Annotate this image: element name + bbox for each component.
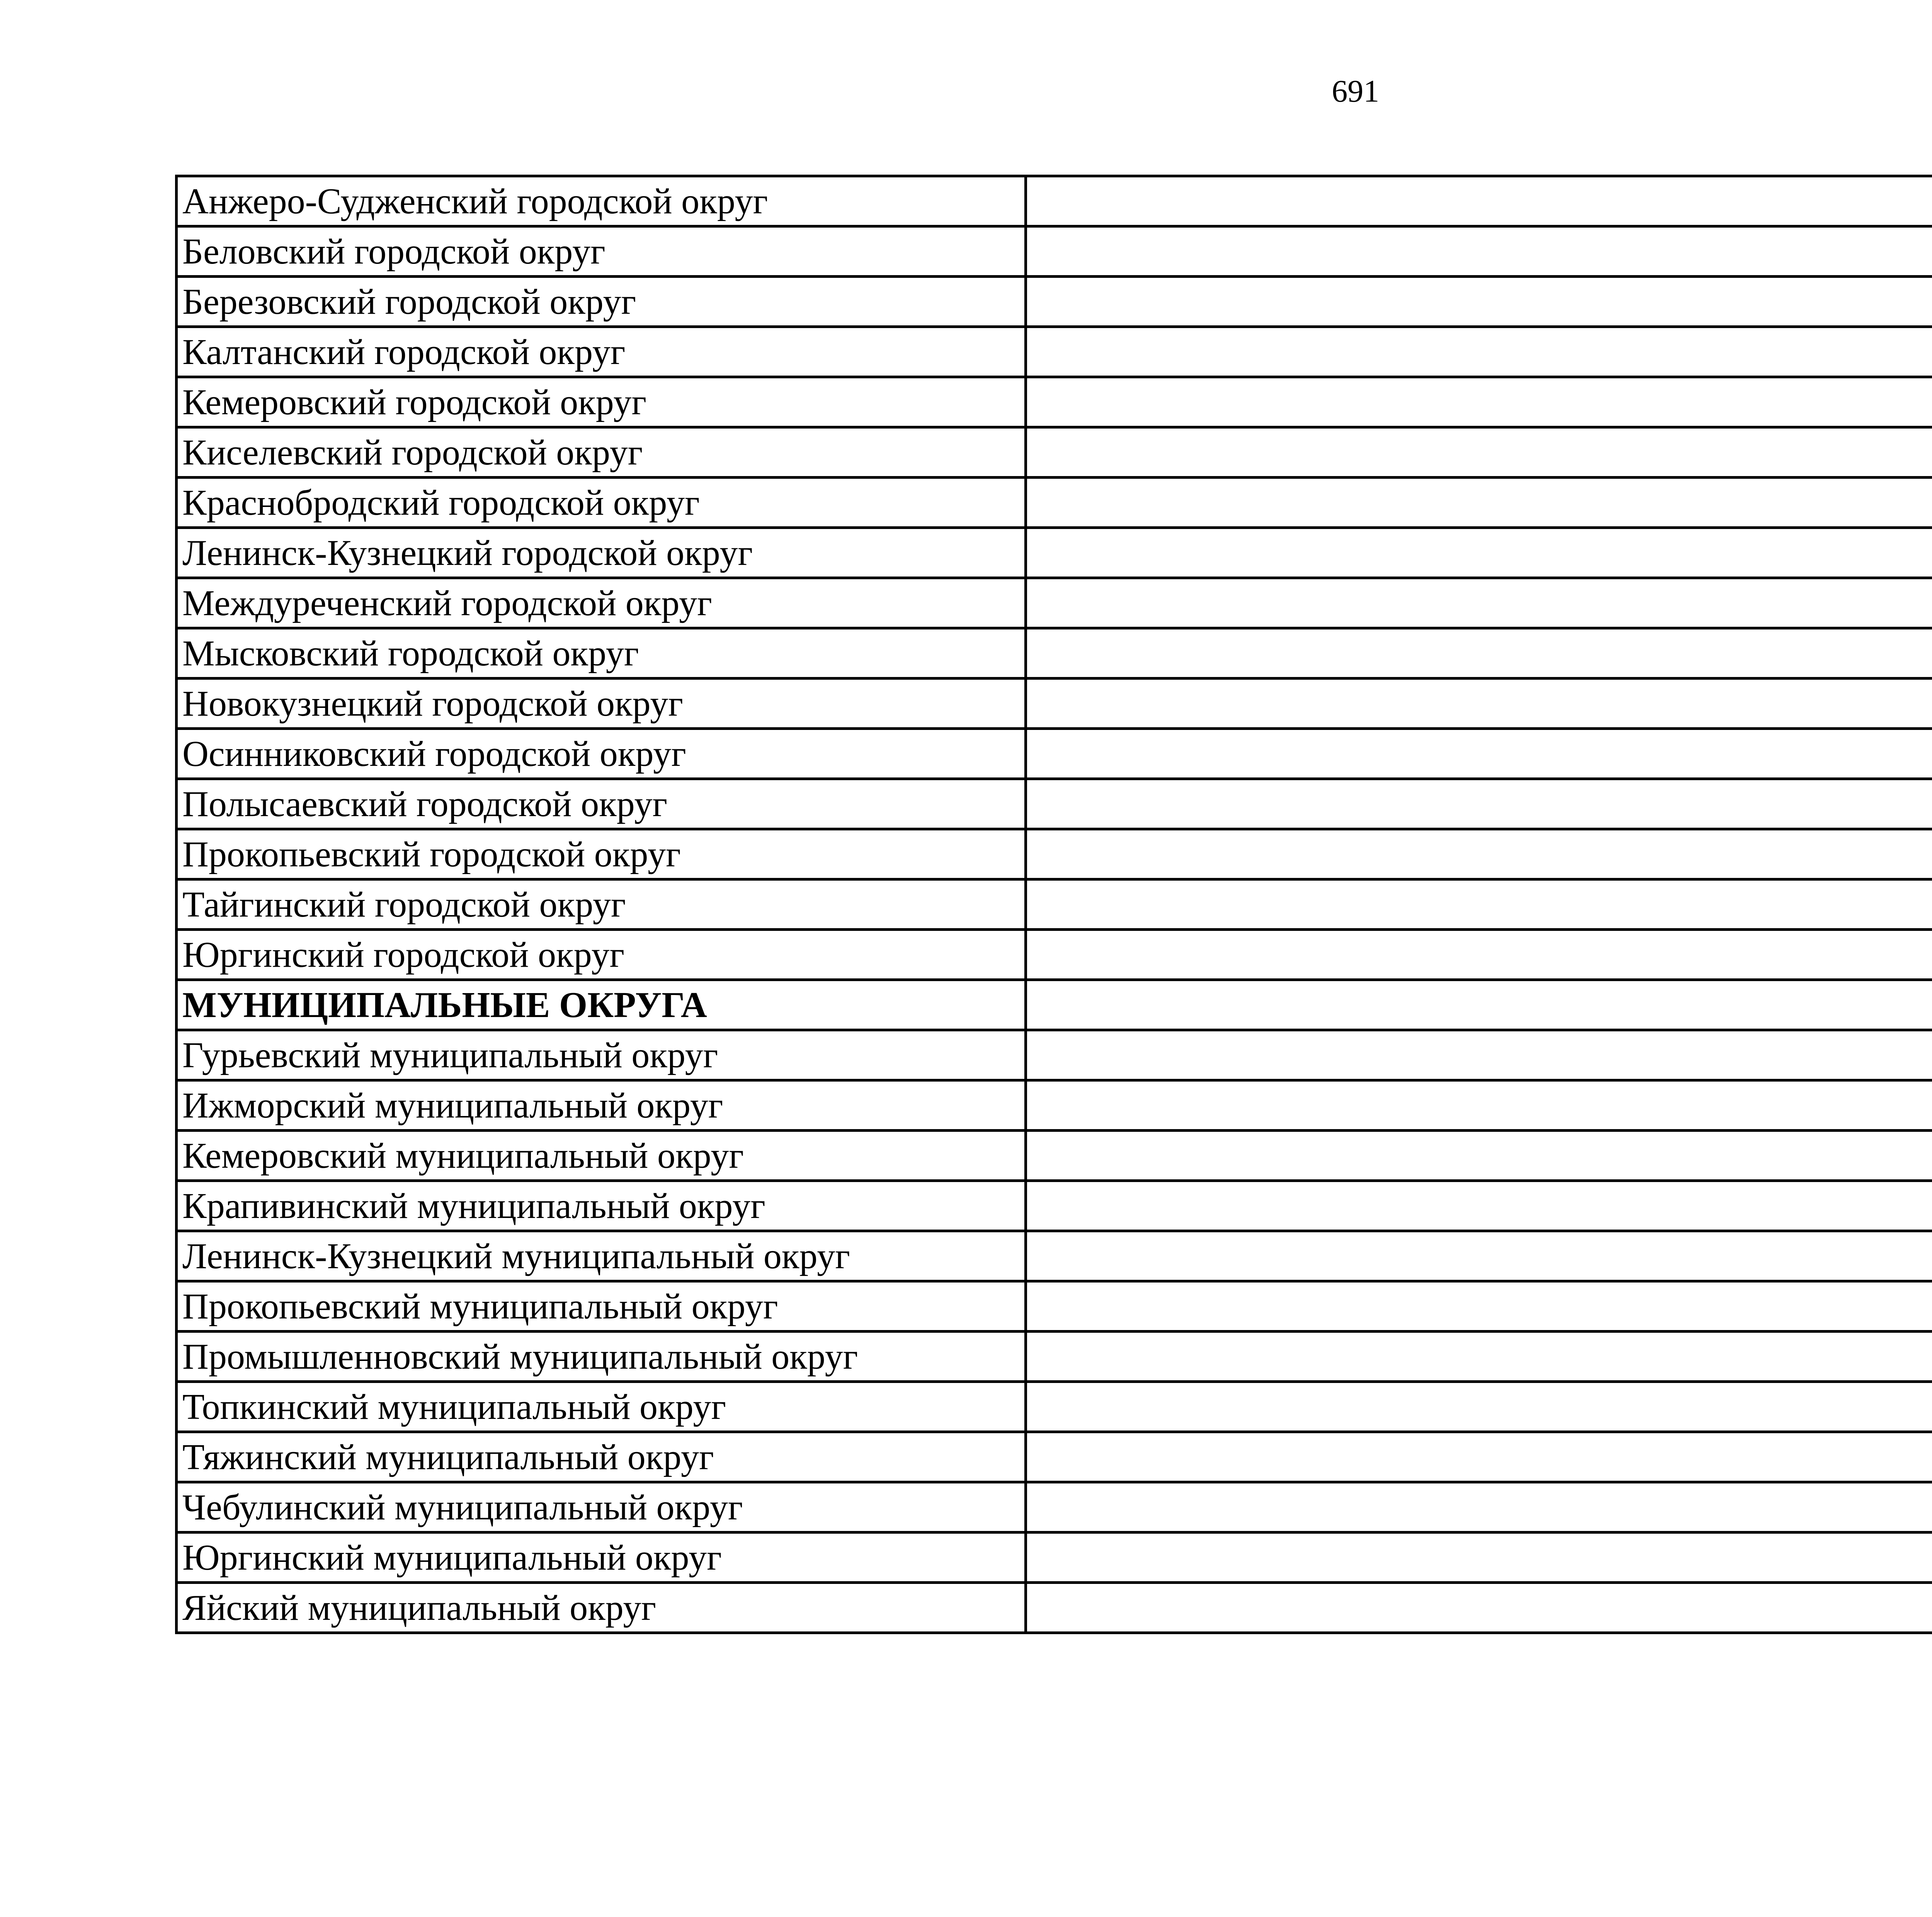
district-name-cell: Беловский городской округ: [177, 226, 1026, 277]
district-name-cell: Мысковский городской округ: [177, 628, 1026, 679]
table-row: [177, 277, 1932, 327]
value-1-cell: [1026, 1281, 1932, 1332]
district-name-cell: Яйский муниципальный округ: [177, 1583, 1026, 1633]
table-row: [177, 327, 1932, 377]
district-name-cell: Кемеровский муниципальный округ: [177, 1131, 1026, 1181]
page-number: 691: [1332, 73, 1379, 109]
district-name-cell: Анжеро-Судженский городской округ: [177, 176, 1026, 226]
table-row: [177, 829, 1932, 879]
table-row: [177, 578, 1932, 628]
value-1-cell: [1026, 879, 1932, 930]
value-1-cell: [1026, 1131, 1932, 1181]
district-name-cell: Осинниковский городской округ: [177, 729, 1026, 779]
district-name-cell: Междуреченский городской округ: [177, 578, 1026, 628]
district-name-cell: Краснобродский городской округ: [177, 478, 1026, 528]
value-1-cell: [1026, 1080, 1932, 1131]
value-1-cell: [1026, 1030, 1932, 1080]
table-row: [177, 226, 1932, 277]
district-name-cell: Тяжинский муниципальный округ: [177, 1432, 1026, 1482]
table-row: [177, 879, 1932, 930]
district-name-cell: Прокопьевский городской округ: [177, 829, 1026, 879]
district-name-cell: Крапивинский муниципальный округ: [177, 1181, 1026, 1231]
table-row: [177, 1281, 1932, 1332]
value-1-cell: [1026, 1382, 1932, 1432]
value-1-cell: [1026, 628, 1932, 679]
table-row: [177, 729, 1932, 779]
table-row: [177, 1382, 1932, 1432]
table-row: [177, 1583, 1932, 1633]
table-row: [177, 1080, 1932, 1131]
value-1-cell: [1026, 729, 1932, 779]
district-name-cell: Калтанский городской округ: [177, 327, 1026, 377]
data-table: [175, 175, 1932, 1634]
value-1-cell: [1026, 528, 1932, 578]
district-name-cell: Ижморский муниципальный округ: [177, 1080, 1026, 1131]
district-name-cell: Кемеровский городской округ: [177, 377, 1026, 427]
district-name-cell: МУНИЦИПАЛЬНЫЕ ОКРУГА: [177, 980, 1026, 1030]
table-row: [177, 377, 1932, 427]
table-row: [177, 1332, 1932, 1382]
district-name-cell: Топкинский муниципальный округ: [177, 1382, 1026, 1432]
value-1-cell: [1026, 1231, 1932, 1281]
table-row: [177, 528, 1932, 578]
value-1-cell: [1026, 980, 1932, 1030]
table-row: [177, 1432, 1932, 1482]
table-body: [177, 176, 1932, 1633]
table-row: [177, 176, 1932, 226]
district-name-cell: Тайгинский городской округ: [177, 879, 1026, 930]
value-1-cell: [1026, 277, 1932, 327]
value-1-cell: [1026, 578, 1932, 628]
value-1-cell: [1026, 226, 1932, 277]
table-row: [177, 1030, 1932, 1080]
district-name-cell: Ленинск-Кузнецкий городской округ: [177, 528, 1026, 578]
table-row: [177, 1482, 1932, 1533]
district-name-cell: Ленинск-Кузнецкий муниципальный округ: [177, 1231, 1026, 1281]
district-name-cell: Новокузнецкий городской округ: [177, 679, 1026, 729]
value-1-cell: [1026, 1583, 1932, 1633]
district-name-cell: Промышленновский муниципальный округ: [177, 1332, 1026, 1382]
value-1-cell: [1026, 1533, 1932, 1583]
value-1-cell: [1026, 1181, 1932, 1231]
value-1-cell: [1026, 1332, 1932, 1382]
table-row: [177, 628, 1932, 679]
value-1-cell: [1026, 779, 1932, 829]
district-name-cell: Юргинский городской округ: [177, 930, 1026, 980]
table-row: [177, 980, 1932, 1030]
value-1-cell: [1026, 1482, 1932, 1533]
table-row: [177, 1231, 1932, 1281]
table-row: [177, 779, 1932, 829]
table-row: [177, 679, 1932, 729]
value-1-cell: [1026, 1432, 1932, 1482]
district-name-cell: Полысаевский городской округ: [177, 779, 1026, 829]
value-1-cell: [1026, 327, 1932, 377]
district-name-cell: Березовский городской округ: [177, 277, 1026, 327]
value-1-cell: [1026, 679, 1932, 729]
value-1-cell: [1026, 377, 1932, 427]
value-1-cell: [1026, 176, 1932, 226]
district-name-cell: Киселевский городской округ: [177, 427, 1026, 478]
value-1-cell: [1026, 930, 1932, 980]
district-name-cell: Чебулинский муниципальный округ: [177, 1482, 1026, 1533]
district-name-cell: Прокопьевский муниципальный округ: [177, 1281, 1026, 1332]
table-row: [177, 478, 1932, 528]
district-name-cell: Юргинский муниципальный округ: [177, 1533, 1026, 1583]
district-name-cell: Гурьевский муниципальный округ: [177, 1030, 1026, 1080]
table-row: [177, 427, 1932, 478]
table-row: [177, 930, 1932, 980]
value-1-cell: [1026, 478, 1932, 528]
value-1-cell: [1026, 829, 1932, 879]
table-row: [177, 1181, 1932, 1231]
table-row: [177, 1131, 1932, 1181]
value-1-cell: [1026, 427, 1932, 478]
table-row: [177, 1533, 1932, 1583]
